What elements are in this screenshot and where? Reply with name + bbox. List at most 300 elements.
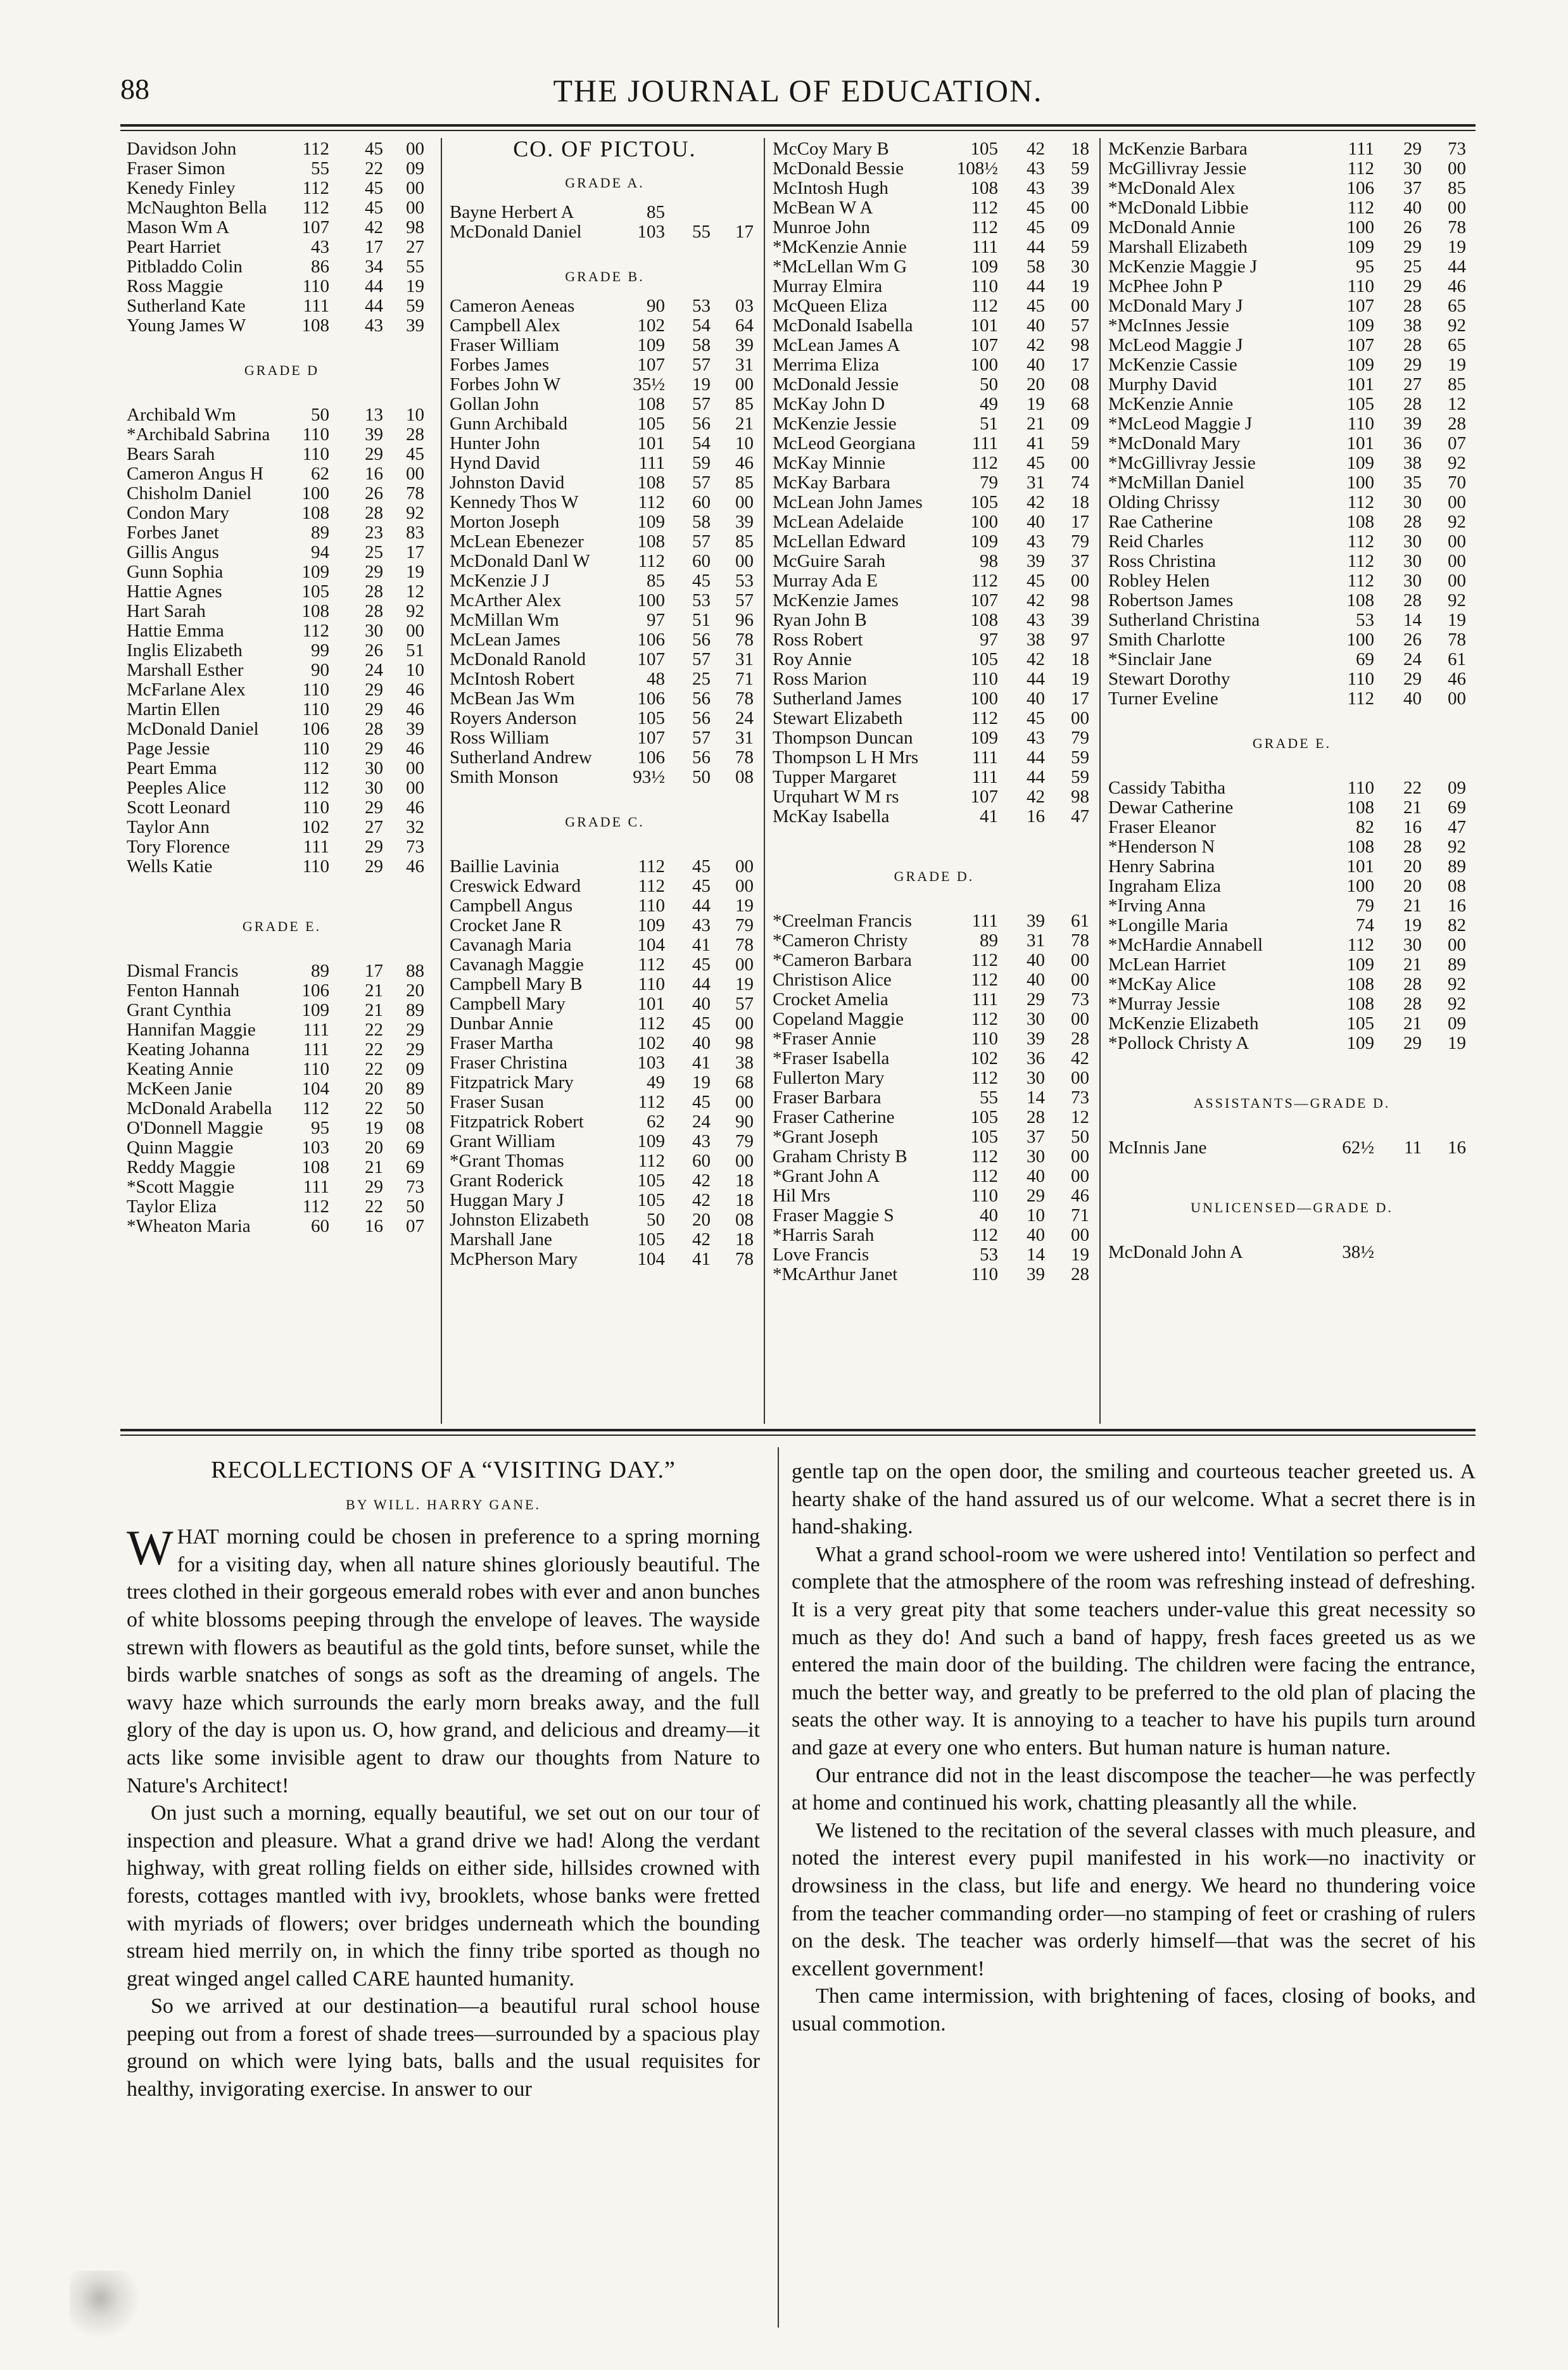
attendance-days: 108 — [301, 503, 329, 523]
table-row — [127, 582, 437, 602]
attendance-days: 110 — [971, 276, 998, 296]
student-name: *McLellan Wm G — [773, 257, 907, 277]
student-name: Royers Anderson — [450, 708, 577, 728]
table-row — [450, 1053, 760, 1073]
grant-cents: 46 — [406, 738, 424, 759]
table-row — [127, 257, 437, 277]
grant-dollars: 44 — [692, 974, 711, 994]
table-row — [1108, 179, 1476, 198]
grant-cents: 19 — [1448, 237, 1466, 257]
attendance-days: 94 — [311, 542, 329, 562]
grant-cents: 59 — [1071, 237, 1089, 257]
attendance-days: 100 — [637, 590, 665, 611]
grant-cents: 46 — [406, 856, 424, 877]
attendance-days: 100 — [970, 355, 998, 375]
student-name: Marshall Jane — [450, 1229, 552, 1250]
table-row — [127, 562, 437, 582]
student-name: Cavanagh Maggie — [450, 954, 584, 975]
grant-dollars: 38 — [1403, 315, 1422, 336]
student-name: Ross Maggie — [127, 276, 224, 296]
student-name: Stewart Dorothy — [1108, 669, 1230, 689]
attendance-days: 112 — [638, 1092, 665, 1112]
table-row — [450, 355, 760, 375]
attendance-days: 112 — [638, 954, 665, 975]
table-row — [450, 1112, 760, 1132]
attendance-days: 112 — [302, 621, 329, 641]
table-row — [127, 759, 437, 778]
grant-dollars: 14 — [1403, 610, 1422, 630]
grant-cents: 00 — [406, 178, 424, 198]
grant-dollars: 45 — [692, 876, 711, 896]
grant-cents: 08 — [735, 767, 754, 787]
student-name: Fraser Maggie S — [773, 1205, 894, 1226]
attendance-days: 111 — [971, 989, 998, 1010]
spacer — [450, 242, 760, 257]
attendance-days: 101 — [970, 315, 998, 336]
attendance-days: 109 — [1346, 1033, 1374, 1053]
grant-cents: 16 — [1448, 1137, 1466, 1158]
attendance-days: 112 — [971, 453, 998, 473]
table-row — [127, 1079, 437, 1099]
student-name: Murray Elmira — [773, 276, 883, 296]
grant-cents: 96 — [735, 610, 754, 630]
table-row — [450, 689, 760, 709]
attendance-days: 109 — [301, 562, 329, 582]
table-row — [450, 916, 760, 935]
grant-dollars: 19 — [1027, 394, 1045, 414]
student-name: Peart Emma — [127, 758, 217, 778]
column-divider — [1099, 138, 1101, 1424]
grant-dollars: 34 — [365, 257, 383, 277]
grant-cents: 98 — [406, 217, 424, 238]
grant-dollars: 28 — [1027, 1107, 1045, 1127]
table-row — [773, 990, 1096, 1010]
student-name: Huggan Mary J — [450, 1190, 564, 1210]
student-name: Peeples Alice — [127, 778, 227, 798]
grant-dollars: 39 — [1027, 551, 1045, 571]
attendance-days: 108 — [301, 1157, 329, 1177]
grant-dollars: 20 — [1027, 374, 1045, 395]
student-name: Hart Sarah — [127, 601, 206, 621]
grant-cents: 24 — [735, 708, 754, 728]
attendance-days: 100 — [301, 483, 329, 504]
attendance-days: 110 — [1347, 669, 1374, 689]
attendance-days: 108 — [637, 531, 665, 552]
student-name: McKenzie Maggie J — [1108, 257, 1258, 277]
grant-dollars: 29 — [1027, 989, 1045, 1010]
student-name: Fenton Hannah — [127, 980, 239, 1001]
grant-dollars: 29 — [365, 856, 383, 877]
attendance-days: 105 — [637, 414, 665, 434]
student-name: Gunn Sophia — [127, 562, 224, 582]
attendance-days: 69 — [1356, 649, 1374, 669]
grant-cents: 79 — [735, 915, 754, 935]
grant-dollars: 29 — [1403, 1033, 1422, 1053]
grant-cents: 88 — [406, 961, 424, 981]
attendance-days: 109 — [1346, 315, 1374, 336]
student-name: McCoy Mary B — [773, 139, 889, 159]
table-row — [1108, 159, 1476, 179]
table-row — [127, 981, 437, 1001]
student-name: *Cameron Barbara — [773, 950, 912, 970]
student-name: *McGillivray Jessie — [1108, 453, 1256, 473]
grant-dollars: 40 — [1027, 970, 1045, 990]
table-row — [773, 709, 1096, 728]
grant-dollars: 25 — [692, 669, 711, 689]
grant-cents: 00 — [1448, 935, 1466, 955]
grant-dollars: 28 — [1403, 335, 1422, 355]
grant-dollars: 26 — [1403, 630, 1422, 650]
table-row — [773, 911, 1096, 931]
grant-cents: 97 — [1071, 630, 1089, 650]
attendance-days: 108 — [1346, 837, 1374, 857]
grant-dollars: 44 — [1027, 747, 1045, 768]
attendance-days: 112 — [302, 1098, 329, 1118]
grant-dollars: 39 — [1027, 1264, 1045, 1284]
grade-heading: GRADE A. — [565, 175, 645, 191]
grant-dollars: 30 — [365, 758, 383, 778]
table-row — [1108, 139, 1476, 159]
table-row — [1108, 798, 1476, 818]
grant-dollars: 50 — [692, 767, 711, 787]
grant-dollars: 53 — [692, 296, 711, 316]
student-name: Grant Roderick — [450, 1170, 564, 1191]
attendance-days: 111 — [971, 433, 998, 453]
student-name: *McKay Alice — [1108, 974, 1216, 994]
student-name: Young James W — [127, 315, 246, 336]
grant-dollars: 29 — [1403, 139, 1422, 159]
table-row — [127, 139, 437, 159]
attendance-days: 109 — [637, 1131, 665, 1151]
grant-dollars: 21 — [1403, 954, 1422, 975]
grant-cents: 18 — [1071, 139, 1089, 159]
table-row — [450, 768, 760, 787]
table-row — [1108, 955, 1476, 975]
grant-dollars: 29 — [365, 738, 383, 759]
table-row — [773, 1226, 1096, 1245]
table-row — [773, 179, 1096, 198]
student-name: Fraser Barbara — [773, 1087, 882, 1108]
table-row — [1108, 296, 1476, 316]
grant-dollars: 24 — [365, 660, 383, 680]
student-name: McKenzie J J — [450, 571, 550, 591]
grant-cents: 39 — [735, 512, 754, 532]
student-name: Condon Mary — [127, 503, 229, 523]
grant-cents: 00 — [1448, 198, 1466, 218]
spacer — [450, 787, 760, 802]
grant-cents: 19 — [406, 562, 424, 582]
table-row — [127, 523, 437, 543]
grant-dollars: 42 — [1027, 492, 1045, 512]
grant-cents: 98 — [1071, 590, 1089, 611]
grant-dollars: 57 — [692, 394, 711, 414]
attendance-days: 112 — [971, 1068, 998, 1088]
table-row — [773, 375, 1096, 395]
grant-cents: 09 — [1448, 1013, 1466, 1034]
grant-cents: 17 — [1071, 512, 1089, 532]
article-left-column — [127, 1457, 760, 2103]
student-name: Archibald Wm — [127, 405, 236, 425]
grant-dollars: 42 — [1027, 335, 1045, 355]
attendance-days: 112 — [1347, 198, 1374, 218]
grant-dollars: 45 — [1027, 217, 1045, 238]
grant-cents: 83 — [406, 523, 424, 543]
article-title: RECOLLECTIONS OF A “VISITING DAY.” — [211, 1457, 676, 1483]
grant-dollars: 20 — [1403, 856, 1422, 877]
grant-cents: 92 — [1448, 974, 1466, 994]
grant-dollars: 22 — [1403, 778, 1422, 798]
grant-cents: 69 — [406, 1137, 424, 1158]
grant-cents: 92 — [406, 503, 424, 523]
grant-dollars: 30 — [1403, 158, 1422, 179]
grant-cents: 70 — [1448, 472, 1466, 493]
grant-cents: 00 — [1071, 296, 1089, 316]
grant-dollars: 56 — [692, 414, 711, 434]
grant-cents: 59 — [1071, 767, 1089, 787]
grant-dollars: 22 — [365, 1196, 383, 1217]
attendance-days: 41 — [980, 806, 998, 827]
student-name: Quinn Maggie — [127, 1137, 234, 1158]
attendance-days: 108½ — [956, 158, 998, 179]
table-row — [1108, 837, 1476, 857]
grant-cents: 59 — [1071, 433, 1089, 453]
grant-cents: 29 — [406, 1039, 424, 1060]
grant-cents: 30 — [1071, 257, 1089, 277]
student-name: Hannifan Maggie — [127, 1020, 256, 1040]
grant-dollars: 45 — [1027, 198, 1045, 218]
article-column-divider — [778, 1447, 779, 2328]
attendance-days: 111 — [303, 1039, 329, 1060]
table-row — [1108, 571, 1476, 591]
grant-cents: 17 — [735, 222, 754, 242]
student-name: McDonald Danl W — [450, 551, 590, 571]
student-name: McDonald Daniel — [127, 719, 259, 739]
grant-cents: 10 — [406, 660, 424, 680]
student-name: *Irving Anna — [1108, 896, 1206, 916]
grant-cents: 00 — [1071, 970, 1089, 990]
table-row — [1108, 689, 1476, 709]
grant-cents: 89 — [406, 1079, 424, 1099]
grant-cents: 28 — [406, 424, 424, 445]
student-name: Fraser Martha — [450, 1033, 553, 1053]
grant-cents: 28 — [1448, 414, 1466, 434]
student-name: Gollan John — [450, 394, 539, 414]
grant-dollars: 45 — [1027, 453, 1045, 473]
grant-cents: 00 — [735, 374, 754, 395]
grant-dollars: 45 — [692, 1092, 711, 1112]
attendance-days: 111 — [638, 453, 665, 473]
student-name: McKay Barbara — [773, 472, 890, 493]
table-row — [773, 355, 1096, 375]
student-name: Dewar Catherine — [1108, 797, 1234, 818]
grant-dollars: 57 — [692, 649, 711, 669]
table-row — [127, 296, 437, 316]
grant-dollars: 37 — [1027, 1127, 1045, 1147]
table-row — [127, 1099, 437, 1118]
spacer — [1108, 1053, 1476, 1068]
table-row — [773, 728, 1096, 748]
grant-cents: 85 — [735, 531, 754, 552]
attendance-days: 111 — [303, 1177, 329, 1197]
attendance-days: 108 — [1346, 974, 1374, 994]
attendance-days: 102 — [637, 315, 665, 336]
table-row — [1108, 1014, 1476, 1034]
grant-dollars: 60 — [692, 551, 711, 571]
grant-dollars: 38 — [1403, 453, 1422, 473]
grant-dollars: 40 — [1403, 198, 1422, 218]
grant-cents: 29 — [406, 1020, 424, 1040]
student-name: *McDonald Mary — [1108, 433, 1241, 453]
grant-dollars: 31 — [1027, 472, 1045, 493]
grade-heading: GRADE D — [244, 362, 320, 378]
attendance-days: 107 — [637, 355, 665, 375]
attendance-days: 79 — [1356, 896, 1374, 916]
table-row — [773, 630, 1096, 650]
grant-dollars: 28 — [365, 581, 383, 602]
attendance-days: 101 — [637, 433, 665, 453]
grant-dollars: 42 — [1027, 649, 1045, 669]
grant-dollars: 25 — [365, 542, 383, 562]
grant-cents: 79 — [735, 1131, 754, 1151]
grant-dollars: 57 — [692, 728, 711, 748]
column-divider — [764, 138, 765, 1424]
student-name: *Wheaton Maria — [127, 1216, 251, 1236]
grant-dollars: 38 — [1027, 630, 1045, 650]
student-name: McKay Minnie — [773, 453, 885, 473]
grant-cents: 89 — [1448, 856, 1466, 877]
grant-dollars: 16 — [365, 464, 383, 484]
table-row — [127, 1118, 437, 1138]
student-name: McLean Ebenezer — [450, 531, 584, 552]
table-row — [773, 473, 1096, 493]
student-name: McDonald Annie — [1108, 217, 1236, 238]
student-name: Hattie Agnes — [127, 581, 222, 602]
table-row — [450, 512, 760, 532]
grant-dollars: 45 — [1027, 571, 1045, 591]
table-row — [127, 405, 437, 425]
grant-cents: 18 — [735, 1170, 754, 1191]
table-row — [127, 1138, 437, 1158]
student-name: Creswick Edward — [450, 876, 581, 896]
spacer — [127, 336, 437, 351]
student-name: Hynd David — [450, 453, 540, 473]
student-name: Keating Johanna — [127, 1039, 250, 1060]
grant-cents: 08 — [1071, 374, 1089, 395]
grant-cents: 19 — [735, 974, 754, 994]
grant-cents: 20 — [406, 980, 424, 1001]
grant-dollars: 40 — [1027, 512, 1045, 532]
grant-dollars: 30 — [1027, 1009, 1045, 1029]
grant-dollars: 44 — [692, 896, 711, 916]
grant-cents: 08 — [1448, 876, 1466, 896]
grant-cents: 00 — [735, 1092, 754, 1112]
grant-dollars: 44 — [1027, 767, 1045, 787]
table-row — [1108, 512, 1476, 532]
attendance-days: 112 — [638, 1013, 665, 1034]
grant-dollars: 29 — [365, 699, 383, 719]
grant-cents: 78 — [1071, 930, 1089, 951]
grant-cents: 51 — [406, 640, 424, 661]
table-row — [1108, 611, 1476, 630]
student-name: Fraser William — [450, 335, 560, 355]
grant-dollars: 39 — [1027, 911, 1045, 931]
student-name: Martin Ellen — [127, 699, 220, 719]
attendance-days: 107 — [1346, 296, 1374, 316]
attendance-days: 108 — [1346, 590, 1374, 611]
grant-cents: 85 — [1448, 374, 1466, 395]
attendance-days: 55 — [311, 158, 329, 179]
header-rule-thick — [120, 124, 1476, 127]
attendance-days: 108 — [970, 178, 998, 198]
grant-dollars: 42 — [692, 1170, 711, 1191]
grant-cents: 19 — [1448, 355, 1466, 375]
attendance-days: 110 — [302, 424, 329, 445]
attendance-days: 108 — [1346, 994, 1374, 1014]
grant-cents: 00 — [406, 758, 424, 778]
student-name: McPhee John P — [1108, 276, 1223, 296]
grant-dollars: 44 — [1027, 237, 1045, 257]
grant-cents: 00 — [406, 198, 424, 218]
grant-cents: 00 — [735, 856, 754, 877]
attendance-days: 79 — [980, 472, 998, 493]
attendance-days: 100 — [970, 688, 998, 709]
article-paragraph: So we arrived at our destination—a beautiful rural school house peeping out from a forest of shade trees—surrounded by a spacious play ground on which were lying bats, balls and the usual requisites for healthy, invigorating exercise. In answer to our — [127, 1994, 760, 2101]
grant-cents: 89 — [1448, 954, 1466, 975]
table-row — [773, 1265, 1096, 1284]
student-name: McLean John James — [773, 492, 923, 512]
attendance-days: 109 — [637, 335, 665, 355]
grant-dollars: 45 — [365, 178, 383, 198]
student-name: Chisholm Daniel — [127, 483, 252, 504]
grant-cents: 78 — [735, 935, 754, 955]
student-name: Marshall Esther — [127, 660, 244, 680]
grant-cents: 19 — [1071, 669, 1089, 689]
table-row — [127, 621, 437, 641]
attendance-days: 98 — [980, 551, 998, 571]
student-name: Robley Helen — [1108, 571, 1210, 591]
grant-dollars: 23 — [365, 523, 383, 543]
student-name: McLeod Maggie J — [1108, 335, 1243, 355]
grant-dollars: 45 — [692, 1013, 711, 1034]
table-row — [450, 1171, 760, 1191]
table-row — [773, 1186, 1096, 1206]
attendance-days: 106 — [1346, 178, 1374, 198]
table-row — [450, 453, 760, 473]
attendance-days: 110 — [302, 1059, 329, 1079]
grant-dollars: 29 — [365, 837, 383, 857]
grant-dollars: 28 — [365, 601, 383, 621]
student-name: Reddy Maggie — [127, 1157, 236, 1177]
table-row — [127, 218, 437, 238]
table-row — [127, 719, 437, 739]
grant-dollars: 44 — [365, 276, 383, 296]
grant-dollars: 28 — [1403, 512, 1422, 532]
grant-dollars: 16 — [365, 1216, 383, 1236]
student-name: McDonald John A — [1108, 1242, 1243, 1262]
table-row — [127, 277, 437, 296]
grant-cents: 78 — [735, 1249, 754, 1269]
grant-cents: 73 — [1071, 989, 1089, 1010]
table-row — [1108, 198, 1476, 218]
attendance-days: 108 — [637, 394, 665, 414]
table-row — [773, 748, 1096, 768]
attendance-days: 104 — [637, 1249, 665, 1269]
grant-dollars: 40 — [1027, 950, 1045, 970]
attendance-days: 112 — [638, 1151, 665, 1171]
article-paragraph: We listened to the recitation of the several classes with much pleasure, and noted the interest every pupil manifested in his work—no inactivity or drowsiness in the class, but life and energy. We heard no thundering voice from the teacher commanding order—no stamping of feet or crashing of rulers on the desk. The teacher was orderly himself—that was the secret of his excellent government! — [792, 1818, 1476, 1980]
table-row — [1108, 994, 1476, 1014]
student-name: McKeen Janie — [127, 1079, 232, 1099]
